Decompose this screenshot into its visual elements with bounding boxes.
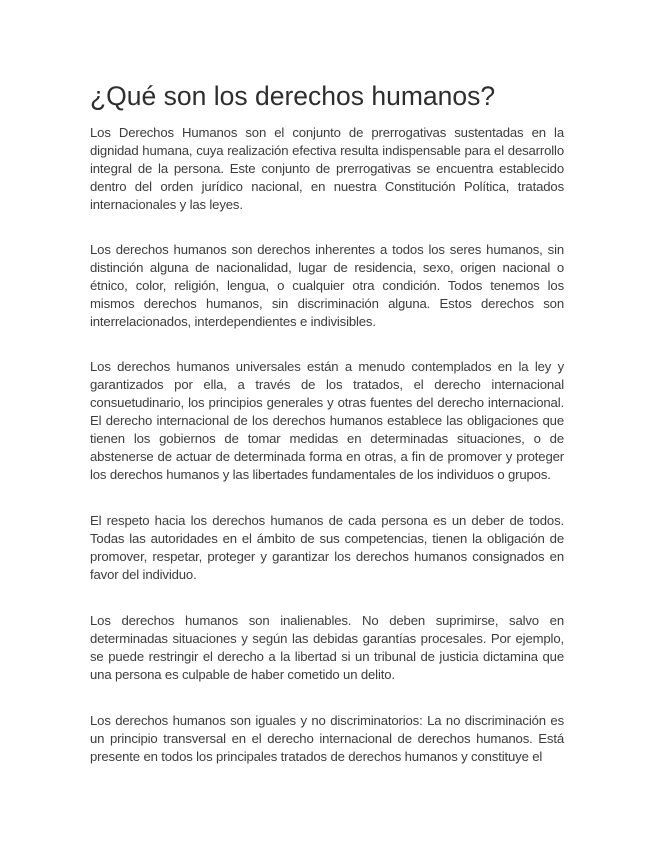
paragraph-non-discrimination: Los derechos humanos son iguales y no discriminatorios: La no discriminación es un principio transversal en el derecho internacional de derechos humanos. Está presente en todos los principales tratados de derechos humanos y constituye el [90,713,564,764]
paragraph-inherent-rights: Los derechos humanos son derechos inherentes a todos los seres humanos, sin distinción alguna de nacionalidad, lugar de residencia, sexo, origen nacional o étnico, color, religión, lengua, o cualquier otra condición. Todos tenemos los mismos derechos humanos, sin discriminación alguna. Estos derechos son interrelacionados, interdependientes e indivisibles. [90,242,564,329]
paragraph-inalienable: Los derechos humanos son inalienables. No deben suprimirse, salvo en determinadas situaciones y según las debidas garantías procesales. Por ejemplo, se puede restringir el derecho a la libertad si un tribunal de justicia dictamina que una persona es culpable de haber cometido un delito. [90,613,564,682]
paragraph-respect-duty: El respeto hacia los derechos humanos de cada persona es un deber de todos. Todas las autoridades en el ámbito de sus competencias, tienen la obligación de promover, respetar, proteger y garantizar los derechos humanos consignados en favor del individuo. [90,513,564,582]
paragraph-universal-rights: Los derechos humanos universales están a menudo contemplados en la ley y garantizados por ella, a través de los tratados, el derecho internacional consuetudinario, los principios generales y otras fuentes del derecho internacional. El derecho internacional de los derechos humanos establece las obligaciones que tienen los gobiernos de tomar medidas en determinadas situaciones, o de abstenerse de actuar de determinada forma en otras, a fin de promover y proteger los derechos humanos y las libertades fundamentales de los individuos o grupos. [90,359,564,482]
paragraph-definition: Los Derechos Humanos son el conjunto de prerrogativas sustentadas en la dignidad humana, cuya realización efectiva resulta indispensable para el desarrollo integral de la persona. Este conjunto de prerrogativas se encuentra establecido dentro del orden jurídico nacional, en nuestra Constitución Política, tratados internacionales y las leyes. [90,125,564,212]
page-title: ¿Qué son los derechos humanos? [90,81,496,111]
